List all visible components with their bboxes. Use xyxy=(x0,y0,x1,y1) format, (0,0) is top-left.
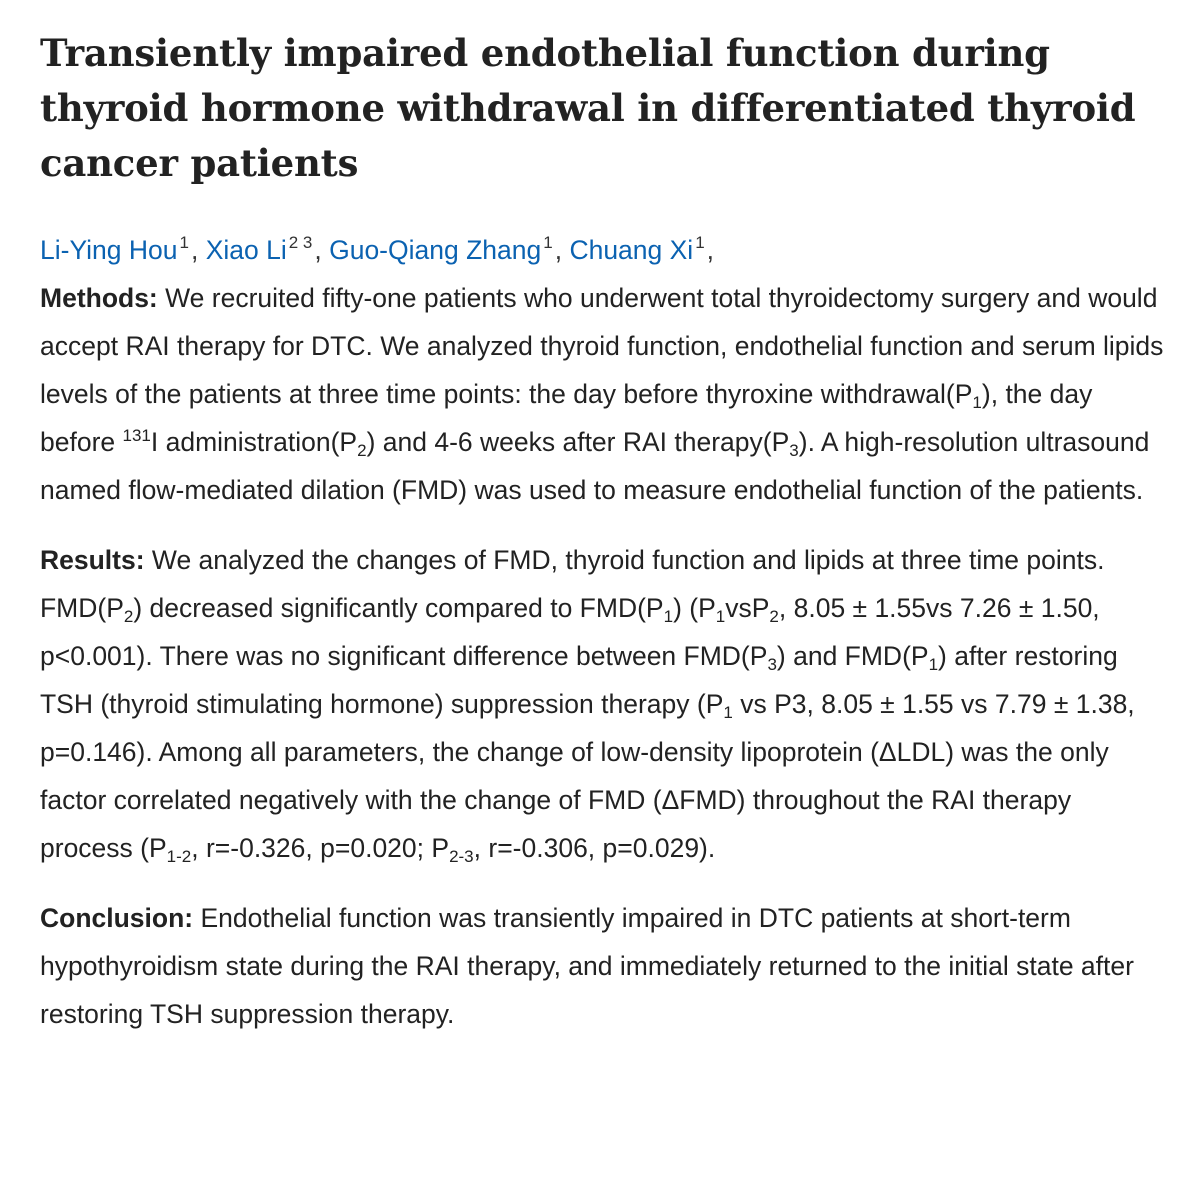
affiliation-marker[interactable]: 1 xyxy=(695,233,705,252)
subscript: 2 xyxy=(123,607,134,626)
superscript: 131 xyxy=(122,426,151,445)
results-section xyxy=(40,536,1170,872)
author-list xyxy=(40,225,1170,268)
results-text: , r=-0.306, p=0.029). xyxy=(473,833,716,863)
methods-label: Methods: xyxy=(40,283,158,313)
author-link[interactable]: Chuang Xi xyxy=(569,235,694,265)
subscript: 3 xyxy=(767,655,777,674)
results-text: , 8.05 ± 1.55vs 7.26 ± 1.50, p<0.001). There was no significant difference between FMD(P xyxy=(40,593,1100,671)
results-text: vs P3, 8.05 ± 1.55 vs 7.79 ± 1.38, p=0.146). Among all parameters, the change of low-density lipoprotein (ΔLDL) was the only factor correlated negatively with the change of FMD (ΔFMD) throughout the RAI therapy process (P xyxy=(40,689,1135,863)
conclusion-section xyxy=(40,894,1170,1038)
results-text: We analyzed the changes of FMD, thyroid function and lipids at three time points. FMD(P xyxy=(40,545,1105,623)
results-text: ) (P xyxy=(673,593,716,623)
results-text: , r=-0.326, p=0.020; P xyxy=(191,833,450,863)
subscript: 1 xyxy=(715,607,726,626)
affiliation-marker[interactable]: 2 3 xyxy=(288,233,313,252)
affiliation-marker[interactable]: 1 xyxy=(543,233,553,252)
author-separator: , xyxy=(706,235,715,265)
methods-text: ) and 4-6 weeks after RAI therapy(P xyxy=(366,427,790,457)
subscript: 2 xyxy=(357,441,367,460)
article xyxy=(40,26,1170,1038)
subscript: 1-2 xyxy=(166,847,192,866)
subscript: 1 xyxy=(928,655,939,674)
subscript: 1 xyxy=(723,703,733,722)
methods-text: ). A high-resolution ultrasound named flow-mediated dilation (FMD) was used to measure endothelial function of the patients. xyxy=(40,427,1150,505)
author-link[interactable]: Guo-Qiang Zhang xyxy=(329,235,542,265)
methods-text: I administration(P xyxy=(150,427,358,457)
results-text: ) decreased significantly compared to FMD(P xyxy=(133,593,664,623)
author-link[interactable]: Li-Ying Hou xyxy=(40,235,178,265)
subscript: 1 xyxy=(972,393,982,412)
author-separator: , xyxy=(314,235,330,265)
subscript: 3 xyxy=(789,441,799,460)
author-separator: , xyxy=(190,235,206,265)
results-text: vsP xyxy=(725,593,770,623)
results-text: ) after restoring TSH (thyroid stimulating hormone) suppression therapy (P xyxy=(40,641,1118,719)
article-title: Transiently impaired endothelial function during thyroid hormone withdrawal in differentiated thyroid cancer patients xyxy=(40,31,1136,185)
subscript: 2 xyxy=(769,607,779,626)
subscript: 1 xyxy=(663,607,674,626)
subscript: 2-3 xyxy=(449,847,474,866)
author-link[interactable]: Xiao Li xyxy=(205,235,287,265)
results-text: ) and FMD(P xyxy=(776,641,929,671)
methods-text: ), the day before xyxy=(40,379,1093,457)
methods-section xyxy=(40,274,1170,514)
methods-text: We recruited fifty-one patients who underwent total thyroidectomy surgery and would accept RAI therapy for DTC. We analyzed thyroid function, endothelial function and serum lipids levels of the patients at three time points: the day before thyroxine withdrawal(P xyxy=(40,283,1164,409)
conclusion-text: Endothelial function was transiently impaired in DTC patients at short-term hypothyroidism state during the RAI therapy, and immediately returned to the initial state after restoring TSH suppression therapy. xyxy=(40,903,1134,1029)
affiliation-marker[interactable]: 1 xyxy=(179,233,189,252)
author-separator: , xyxy=(554,235,570,265)
results-label: Results: xyxy=(40,545,145,575)
conclusion-label: Conclusion: xyxy=(40,903,194,933)
